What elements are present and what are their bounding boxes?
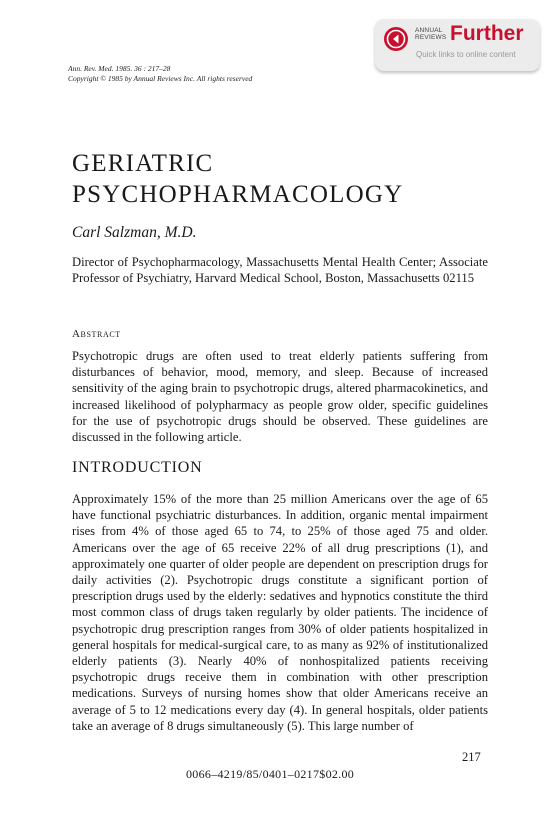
- abstract-heading: Abstract: [72, 328, 121, 340]
- journal-citation: Ann. Rev. Med. 1985. 36 : 217–28: [68, 64, 171, 73]
- annual-reviews-logo-icon: [384, 27, 408, 51]
- banner-quick-links-text: Quick links to online content: [416, 50, 516, 59]
- author-affiliation: Director of Psychopharmacology, Massachusetts Mental Health Center; Associate Professor of Psychiatry, Harvard Medical School, Boston, Massachusetts 02115: [72, 255, 488, 286]
- abstract-text: Psychotropic drugs are often used to treat elderly patients suffering from disturbances of behavior, mood, memory, and sleep. Because of increased sensitivity of the aging brain to psychotropic drugs, altered pharmacokinetics, and increased likelihood of polypharmacy as people grow older, specific guidelines for the use of psychotropic drugs should be observed. These guidelines are discussed in the following article.: [72, 349, 488, 445]
- title-line-1: GERIATRIC: [72, 150, 214, 177]
- article-code: 0066–4219/85/0401–0217$02.00: [186, 767, 355, 781]
- banner-annual-text: ANNUAL: [415, 27, 443, 34]
- article-title: [72, 148, 403, 210]
- copyright-line: Copyright © 1985 by Annual Reviews Inc. All rights reserved: [68, 74, 253, 83]
- banner-further-text: Further: [450, 22, 524, 45]
- title-line-2: PSYCHOPHARMACOLOGY: [72, 181, 404, 208]
- banner-reviews-text: REVIEWS: [415, 34, 447, 41]
- annual-reviews-further-banner[interactable]: [375, 19, 540, 71]
- introduction-heading: INTRODUCTION: [72, 459, 203, 476]
- page-number: 217: [462, 750, 481, 764]
- introduction-text: Approximately 15% of the more than 25 million Americans over the age of 65 have functional psychiatric disturbances. In addition, organic mental impairment rises from 4% of those aged 65 to 74, to 25% of those aged 75 and older. Americans over the age of 65 receive 22% of all drug prescriptions (1), and approximately one quarter of older people are dependent on prescription drugs for daily activities (2). Psychotropic drugs constitute a significant portion of prescription drugs used by the elderly: sedatives and hypnotics constitute the third most common class of drugs taken regularly by older patients. The incidence of psychotropic drug prescription ranges from 30% of older patients hospitalized in general hospitals for medical-surgical care, to as many as 92% of institutionalized elderly patients (3). Nearly 40% of nonhospitalized patients receiving psychotropic drugs receive them in combination with other prescription medications. Surveys of nursing homes show that older Americans receive an average of 5 to 12 medications every day (4). In general hospitals, older patients take an average of 8 drugs simultaneously (5). This large number of: [72, 492, 488, 733]
- author-name: Carl Salzman, M.D.: [72, 224, 197, 241]
